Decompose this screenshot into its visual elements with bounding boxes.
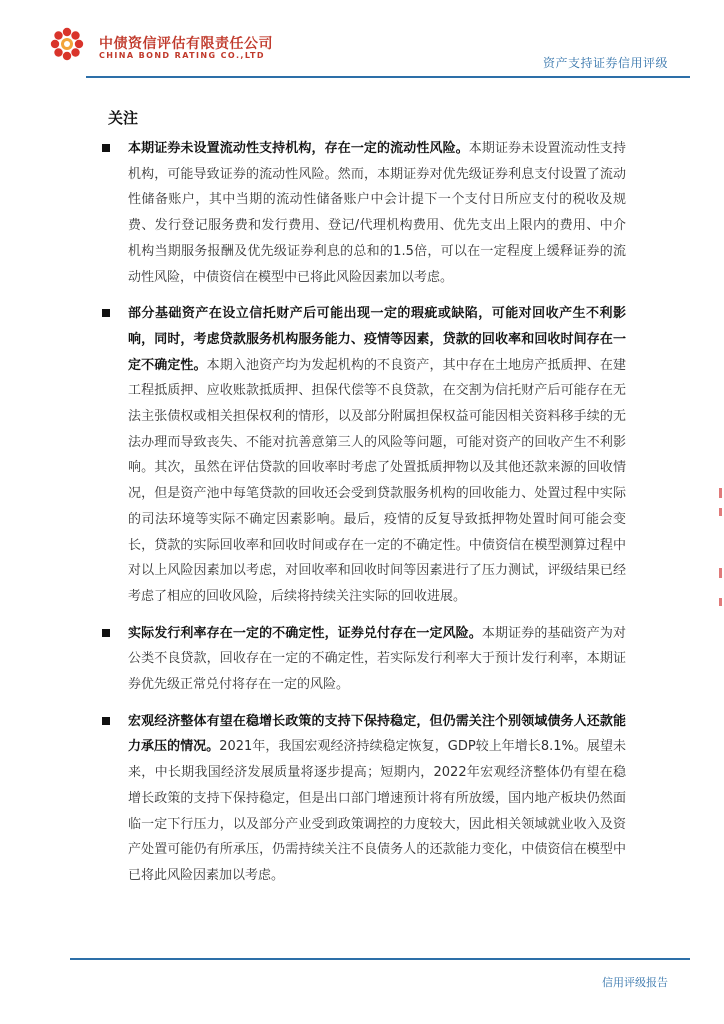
section-title: 关注	[108, 109, 139, 127]
page-header	[0, 0, 724, 80]
bullet-square-icon	[102, 629, 110, 637]
bullet-square-icon	[102, 144, 110, 152]
risk-item-body: 本期证券未设置流动性支持机构，可能导致证券的流动性风险。然而，本期证券对优先级证券利息支付设置了流动性储备账户，其中当期的流动性储备账户中会计提下一个支付日所应支付的税收及规费、发行登记服务费和发行费用、登记/代理机构费用、优先支出上限内的费用、中介机构当期服务报酬及优先级证券利息的总和的1.5倍，可以在一定程度上缓释证券的流动性风险，中债资信在模型中已将此风险因素加以考虑。	[128, 141, 626, 285]
risk-item-issue-rate	[128, 621, 626, 698]
risk-item-liquidity	[128, 136, 626, 290]
footer-divider	[70, 958, 690, 960]
risk-item-lead: 实际发行利率存在一定的不确定性，证券兑付存在一定风险。	[128, 625, 482, 641]
risk-item-macro	[128, 709, 626, 889]
risk-item-lead: 本期证券未设置流动性支持机构，存在一定的流动性风险。	[128, 141, 469, 156]
company-name-cn: 中债资信评估有限责任公司	[99, 36, 273, 52]
company-name-en: CHINA BOND RATING CO.,LTD	[99, 51, 265, 60]
report-type-label: 资产支持证券信用评级	[542, 56, 668, 70]
risk-item-lead: 部分基础资产在设立信托财产后可能出现一定的瑕疵或缺陷，可能对回收产生不利影响，同时，考虑贷款服务机构服务能力、疫情等因素，贷款的回收率和回收时间存在一定不确定性。	[128, 306, 626, 373]
risk-item-body: 2021年，我国宏观经济持续稳定恢复，GDP较上年增长8.1%。展望未来，中长期我国经济发展质量将逐步提高；短期内，2022年宏观经济整体仍有望在稳增长政策的支持下保持稳定，但是出口部门增速预计将有所放缓，国内地产板块仍然面临一定下行压力，以及部分产业受到政策调控的力度较大，因此相关领域就业收入及资产处置可能仍有所承压，仍需持续关注不良债务人的还款能力变化，中债资信在模型中已将此风险因素加以考虑。	[128, 739, 626, 883]
scan-edge-mark	[719, 508, 722, 516]
bullet-square-icon	[102, 309, 110, 317]
risk-item-body: 本期入池资产均为发起机构的不良资产，其中存在土地房产抵质押、在建工程抵质押、应收账款抵质押、担保代偿等不良贷款，在交割为信托财产后可能存在无法主张债权或相关担保权利的情形，以及部分附属担保权益可能因相关资料移手续的无法办理而导致丧失、不能对抗善意第三人的风险等问题，可能对资产的回收产生不利影响。其次，虽然在评估贷款的回收率时考虑了处置抵质押物以及其他还款来源的回收情况，但是资产池中每笔贷款的回收还会受到贷款服务机构的回收能力、处置过程中实际的司法环境等实际不确定因素影响。最后，疫情的反复导致抵押物处置时间可能会变长，贷款的实际回收率和回收时间或存在一定的不确定性。中债资信在模型测算过程中对以上风险因素加以考虑，对回收率和回收时间等因素进行了压力测试，评级结果已经考虑了相应的回收风险，后续将持续关注实际的回收进展。	[128, 357, 626, 604]
risk-item-asset-defect	[128, 301, 626, 609]
company-logo-icon	[50, 27, 84, 61]
header-divider	[86, 76, 690, 78]
scan-edge-mark	[719, 598, 722, 606]
scan-edge-mark	[719, 488, 722, 498]
footer-label: 信用评级报告	[602, 976, 668, 989]
bullet-square-icon	[102, 717, 110, 725]
scan-edge-mark	[719, 568, 722, 578]
risk-item-body: 本期证券的基础资产为对公类不良贷款，回收存在一定的不确定性，若实际发行利率大于预计发行利率，本期证券优先级正常兑付将存在一定的风险。	[128, 625, 626, 693]
risk-item-lead: 宏观经济整体有望在稳增长政策的支持下保持稳定，但仍需关注个别领域债务人还款能力承压的情况。	[128, 713, 626, 755]
risk-list	[128, 136, 626, 900]
